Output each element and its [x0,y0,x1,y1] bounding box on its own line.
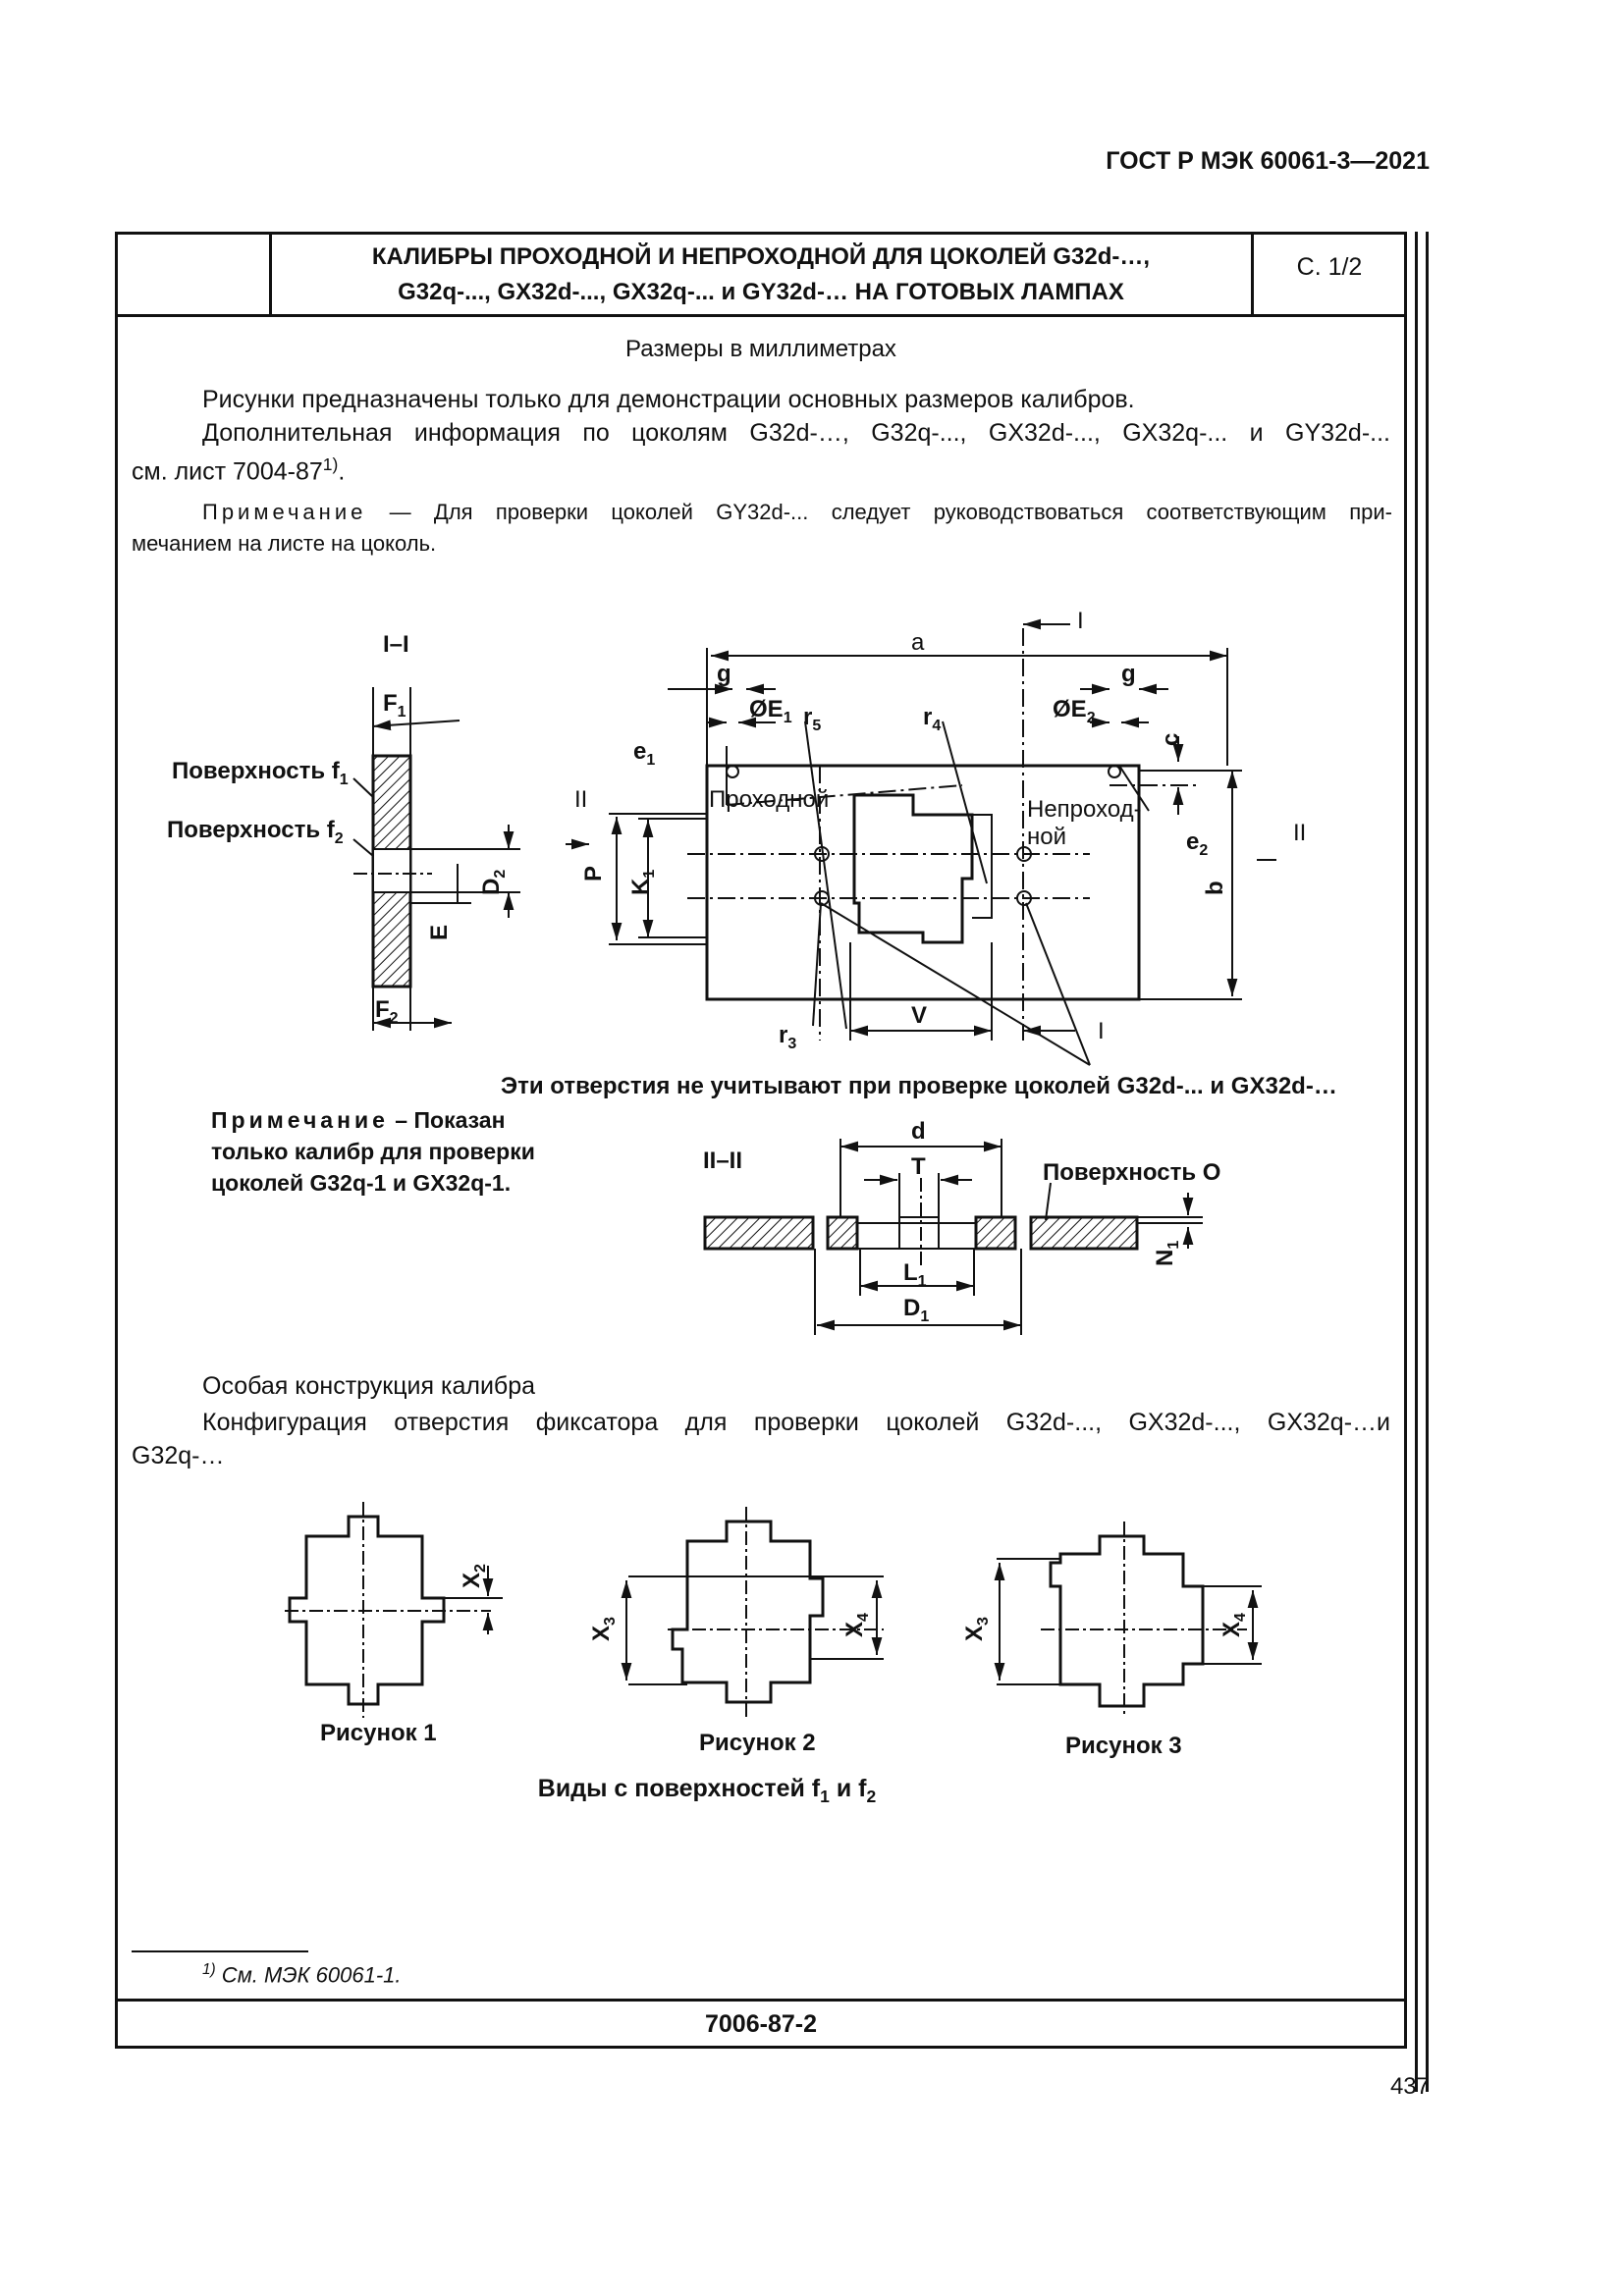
dimension-label: T [911,1153,926,1180]
label-text: r [803,704,813,730]
label-sub: 3 [787,1036,797,1052]
figure-3 [997,1522,1262,1718]
footnote [202,1961,402,1988]
label-text: D [478,878,505,895]
label-text: X [841,1621,868,1637]
section-I-I [353,687,520,1031]
dimension-label: a [911,629,925,656]
dimension-label [923,704,941,734]
sheet-code: 7006-87-2 [705,2010,817,2038]
gauge-label-go: Проходной [709,786,830,813]
figures-caption [393,1775,1021,1807]
dimension-label [383,690,406,721]
paragraph-text: см. лист 7004-87 [132,457,323,486]
figure-1 [285,1502,503,1718]
label-sub: 2 [1086,710,1096,726]
label-sub: 4 [855,1613,872,1622]
dimension-label: c [1158,732,1184,746]
paragraph: Дополнительная информация по цоколям G32d-…, G32q-..., GX32d-..., GX32q-... и GY32d-... [202,419,1390,447]
caption-sub: 2 [866,1787,877,1806]
figure-caption: Рисунок 2 [699,1730,816,1756]
label-sub: 1 [641,869,658,879]
standard-code: ГОСТ Р МЭК 60061-3—2021 [1106,147,1430,175]
dimension-label [588,1617,619,1641]
title-line: G32q-..., GX32d-..., GX32q-... и GY32d-… НА ГОТОВЫХ ЛАМПАХ [398,279,1124,305]
dimension-label [1218,1613,1249,1637]
caption-sub: 1 [820,1787,830,1806]
note-text: – Показан [388,1107,506,1133]
paragraph: Конфигурация отверстия фиксатора для проверки цоколей G32d-..., GX32d-..., GX32q-…и [202,1409,1390,1436]
paragraph: G32q-… [132,1442,225,1469]
caption-text: и f [829,1775,867,1802]
note-line: цоколей G32q-1 и GX32q-1. [211,1170,512,1196]
label-text: ØE [1053,696,1087,722]
surface-label: Поверхность O [1043,1159,1221,1186]
footer-divider [115,1999,1407,2002]
label-text: r [779,1022,788,1048]
dimension-label [903,1259,927,1290]
figure-caption: Рисунок 3 [1065,1733,1182,1759]
sheet-number-label: С. 1/2 [1296,253,1363,281]
gauge-label-nogo: ной [1027,824,1067,850]
label-text: r [923,704,933,730]
note-label: Примечание [202,500,367,524]
label-sub: 1 [920,1308,930,1325]
dimension-label [1186,828,1208,859]
section-mark: II [574,786,588,813]
dimension-label: g [717,661,731,687]
label-text: K [627,878,654,895]
label-sub: 3 [602,1617,619,1626]
note-line [211,1104,565,1136]
section-label: II–II [703,1148,743,1174]
label-sub: 1 [397,704,406,721]
note-label: Примечание [211,1107,389,1133]
note: мечанием на листе на цоколь. [132,531,437,556]
dimension-label [841,1613,872,1637]
label-sub: 5 [812,718,822,734]
title-line: КАЛИБРЫ ПРОХОДНОЙ И НЕПРОХОДНОЙ ДЛЯ ЦОКОЛЕЙ G32d-…, [371,243,1151,270]
footnote-rule [132,1950,308,1952]
label-text: e [1186,828,1200,855]
dimension-label [1152,1241,1182,1266]
label-sub: 1 [783,710,792,726]
label-sub: 2 [389,1010,399,1027]
label-sub: 1 [1165,1240,1182,1250]
figure-2 [626,1507,884,1718]
dimension-label [803,704,821,734]
caption-text: Виды с поверхностей f [537,1775,821,1802]
label-sub: 1 [646,752,656,769]
units-caption: Размеры в миллиметрах [625,336,896,362]
section-heading: Особая конструкция калибра [202,1372,536,1400]
dimension-label [627,870,658,895]
dimension-label [749,696,792,726]
note-text: — Для проверки цоколей GY32d-... следует руководствоваться соответствующим при- [366,500,1392,524]
gauge-plan-view [566,624,1276,1065]
label-text: X [588,1625,615,1641]
label-sub: 2 [492,869,509,879]
label-sub: 4 [1232,1613,1249,1622]
label-sub: 2 [472,1564,489,1573]
label-text: N [1152,1249,1178,1266]
label-sub: 4 [932,718,942,734]
label-text: F [383,690,398,717]
section-mark: I [1098,1018,1105,1044]
paragraph: Рисунки предназначены только для демонстрации основных размеров калибров. [202,386,1135,413]
label-text: e [633,738,647,765]
footnote-ref: 1) [322,454,339,474]
dimension-label: V [911,1002,928,1029]
dimension-label: g [1121,661,1136,687]
label-sub: 1 [917,1273,927,1290]
surface-label [167,817,344,847]
gauge-label-nogo: Непроход- [1027,796,1142,823]
dimension-label [633,738,655,769]
dimension-label [779,1022,796,1052]
figure-caption: Рисунок 1 [320,1720,437,1746]
note-line: только калибр для проверки [211,1139,535,1164]
page-number: 437 [1389,2073,1430,2100]
footnote-text: См. МЭК 60061-1. [215,1962,402,1988]
label-text: ØE [749,696,784,722]
label-text: X [459,1572,485,1588]
paragraph-text: . [338,457,346,486]
label-text: F [375,996,390,1023]
label-text: Поверхность f [172,758,340,784]
section-mark: I [1077,608,1084,634]
gauge-cutout [854,795,972,942]
drawing-note [211,1104,565,1199]
section-mark: II [1293,820,1307,846]
dimension-label [1053,696,1096,726]
label-text: X [1218,1621,1245,1637]
footnote-mark: 1) [202,1961,216,1978]
dimension-label: P [580,865,607,881]
dimension-label [375,996,399,1027]
dimension-label [478,870,509,895]
dimension-label [459,1564,489,1588]
dimension-label: d [911,1118,926,1145]
label-sub: 2 [1199,842,1209,859]
holes-note: Эти отверстия не учитывают при проверке цоколей G32d-... и GX32d-… [501,1073,1337,1099]
surface-label [172,758,349,788]
section-label: I–I [383,631,409,658]
label-sub: 3 [975,1617,992,1626]
label-sub: 1 [339,772,349,788]
label-text: X [961,1625,988,1641]
dimension-label [903,1295,929,1325]
dimension-label: E [426,924,453,940]
label-text: D [903,1295,921,1321]
label-text: Поверхность f [167,817,335,843]
label-sub: 2 [334,830,344,847]
label-text: L [903,1259,918,1286]
dimension-label: b [1202,881,1228,895]
dimension-label [961,1617,992,1641]
